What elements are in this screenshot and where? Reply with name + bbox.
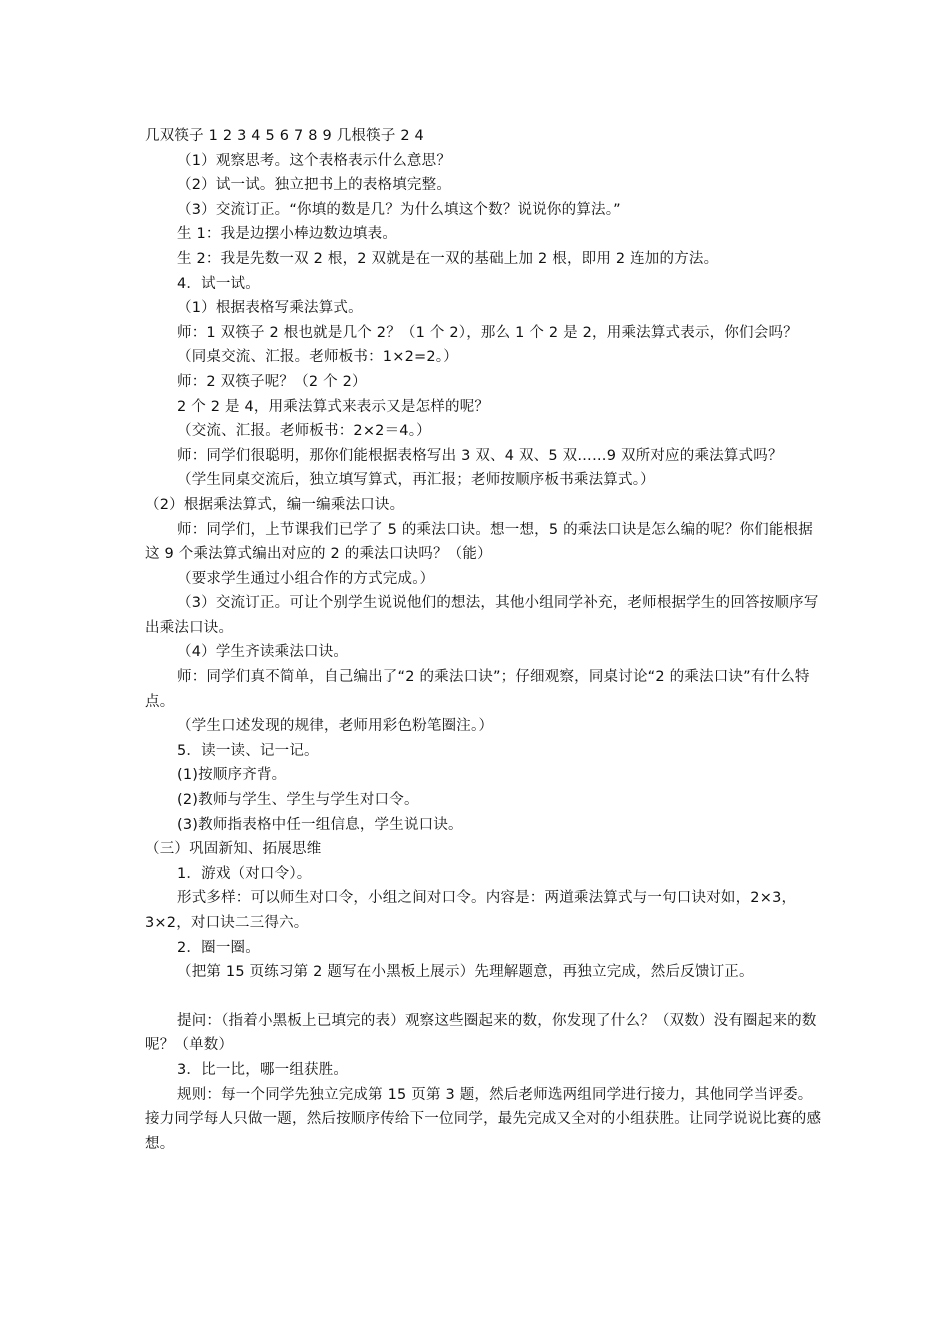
paragraph: （把第 15 页练习第 2 题写在小黑板上展示）先理解题意，再独立完成，然后反馈订正。	[177, 964, 754, 981]
paragraph: 规则：每一个同学先独立完成第 15 页第 3 题，然后老师选两组同学进行接力，其他同学当评委。接力同学每人只做一题，然后按顺序传给下一位同学，最先完成又全对的小组获胜。让同学说说比赛的感想。	[145, 1086, 822, 1152]
paragraph: （学生同桌交流后，独立填写算式，再汇报；老师按顺序板书乘法算式。）	[177, 472, 655, 489]
document-body	[145, 124, 825, 1156]
paragraph: （2）根据乘法算式，编一编乘法口诀。	[145, 496, 405, 513]
paragraph: 3．比一比，哪一组获胜。	[177, 1061, 349, 1078]
paragraph: 师：1 双筷子 2 根也就是几个 2？（1 个 2），那么 1 个 2 是 2，用乘法算式表示，你们会吗？	[177, 324, 798, 341]
paragraph: 2 个 2 是 4，用乘法算式来表示又是怎样的呢？	[177, 398, 490, 415]
paragraph: （学生口述发现的规律，老师用彩色粉笔圈注。）	[177, 718, 494, 735]
paragraph: （同桌交流、汇报。老师板书：1×2=2。）	[177, 349, 458, 366]
paragraph: 5．读一读、记一记。	[177, 742, 319, 759]
paragraph: 几双筷子 1 2 3 4 5 6 7 8 9 几根筷子 2 4	[145, 128, 424, 144]
paragraph: （2）试一试。独立把书上的表格填完整。	[177, 177, 452, 194]
paragraph: （三）巩固新知、拓展思维	[145, 841, 322, 858]
paragraph: (3)教师指表格中任一组信息，学生说口诀。	[177, 816, 463, 833]
paragraph: 师：同学们很聪明，那你们能根据表格写出 3 双、4 双、5 双……9 双所对应的乘法算式吗？	[177, 447, 783, 464]
paragraph: 4．试一试。	[177, 275, 260, 292]
paragraph: 1．游戏（对口令）。	[177, 865, 312, 882]
paragraph: 2．圈一圈。	[177, 939, 260, 956]
paragraph: （交流、汇报。老师板书：2×2＝4。）	[177, 423, 431, 440]
paragraph: (1)按顺序齐背。	[177, 767, 287, 784]
paragraph: 生 2：我是先数一双 2 根，2 双就是在一双的基础上加 2 根，即用 2 连加的方法。	[177, 250, 719, 267]
paragraph: 形式多样：可以师生对口令，小组之间对口令。内容是：两道乘法算式与一句口诀对如，2×3，3×2，对口诀二三得六。	[145, 890, 797, 931]
paragraph: 生 1：我是边摆小棒边数边填表。	[177, 226, 398, 243]
blank-line	[145, 985, 825, 1009]
paragraph: (2)教师与学生、学生与学生对口令。	[177, 792, 419, 809]
paragraph: 师：同学们真不简单，自己编出了“2 的乘法口诀”；仔细观察，同桌讨论“2 的乘法口诀”有什么特点。	[145, 669, 810, 710]
paragraph: （1）根据表格写乘法算式。	[177, 300, 363, 317]
paragraph: （1）观察思考。这个表格表示什么意思？	[177, 152, 452, 169]
paragraph: （3）交流订正。“你填的数是几？为什么填这个数？说说你的算法。”	[177, 201, 621, 218]
paragraph: （3）交流订正。可让个别学生说说他们的想法，其他小组同学补充，老师根据学生的回答按顺序写出乘法口诀。	[145, 595, 819, 636]
paragraph: （4）学生齐读乘法口诀。	[177, 644, 349, 661]
paragraph: 师：同学们，上节课我们已学了 5 的乘法口诀。想一想，5 的乘法口诀是怎么编的呢？你们能根据这 9 个乘法算式编出对应的 2 的乘法口诀吗？（能）	[145, 521, 813, 563]
paragraph: 师：2 双筷子呢？（2 个 2）	[177, 373, 367, 390]
paragraph: （要求学生通过小组合作的方式完成。）	[177, 570, 435, 587]
paragraph: 提问：（指着小黑板上已填完的表）观察这些圈起来的数，你发现了什么？（双数）没有圈起来的数呢？（单数）	[145, 1012, 817, 1054]
